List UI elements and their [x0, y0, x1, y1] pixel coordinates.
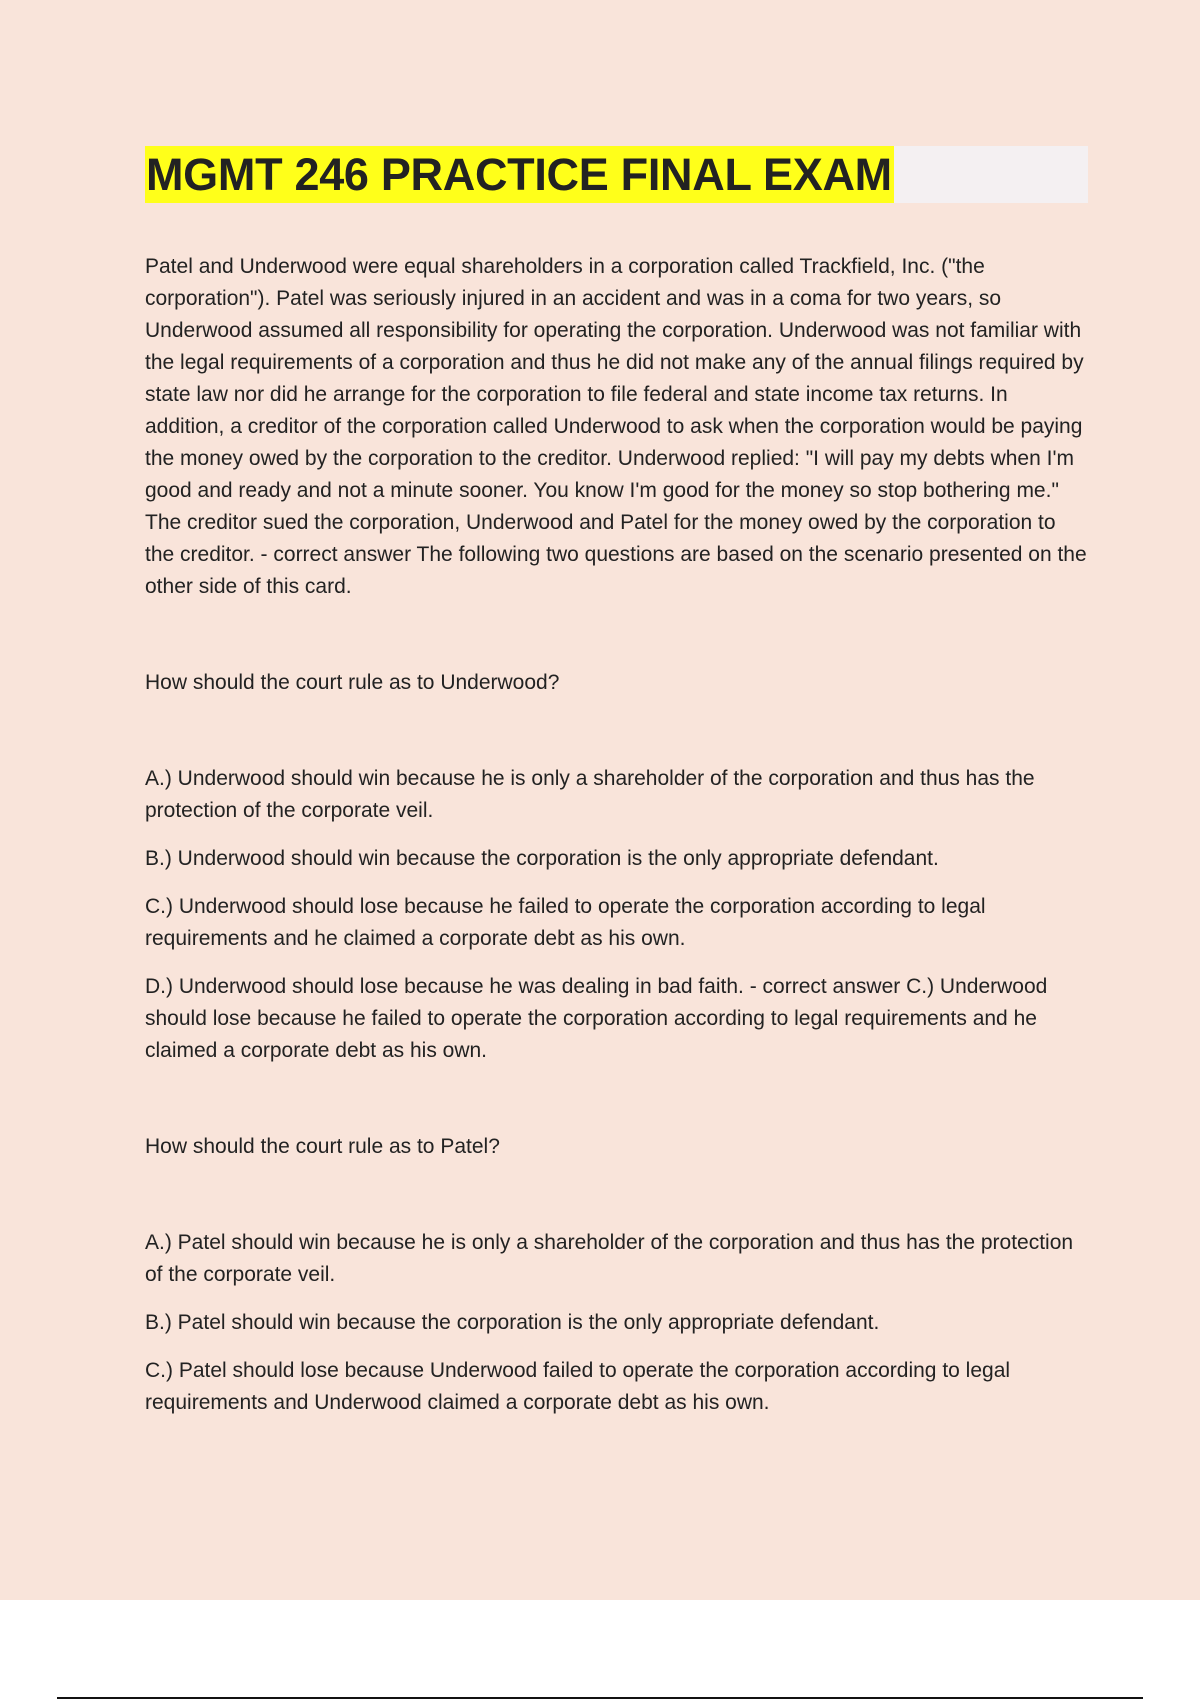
question-1-option-d: D.) Underwood should lose because he was dealing in bad faith. - correct answer C.) Underwood should lose because he failed to operate the corporation according to legal requirements and he claimed a corporate debt as his own.: [145, 975, 1048, 1062]
question-2-option-c: C.) Patel should lose because Underwood failed to operate the corporation according to legal requirements and Underwood claimed a corporate debt as his own.: [145, 1359, 1011, 1414]
question-2-option-b: B.) Patel should win because the corporation is the only appropriate defendant.: [145, 1311, 880, 1334]
question-1-option-c: C.) Underwood should lose because he failed to operate the corporation according to legal requirements and he claimed a corporate debt as his own.: [145, 895, 986, 950]
scenario-text: Patel and Underwood were equal shareholders in a corporation called Trackfield, Inc. ("the corporation"). Patel was seriously injured in an accident and was in a coma for two years, so Underwood assumed all responsibility for operating the corporation. Underwood was not familiar with the legal requirements of a corporation and thus he did not make any of the annual filings required by state law nor did he arrange for the corporation to file federal and state income tax returns. In addition, a creditor of the corporation called Underwood to ask when the corporation would be paying the money owed by the corporation to the creditor. Underwood replied: "I will pay my debts when I'm good and ready and not a minute sooner. You know I'm good for the money so stop bothering me." The creditor sued the corporation, Underwood and Patel for the money owed by the corporation to the creditor. - correct answer The following two questions are based on the scenario presented on the other side of this card.: [145, 255, 1087, 598]
question-1-option-a: A.) Underwood should win because he is only a shareholder of the corporation and thus has the protection of the corporate veil.: [145, 767, 1035, 822]
document-body: [145, 146, 1089, 1435]
question-1-prompt: How should the court rule as to Underwood?: [145, 671, 560, 694]
footer-rule: [57, 1697, 1143, 1699]
question-1-option-b: B.) Underwood should win because the corporation is the only appropriate defendant.: [145, 847, 939, 870]
document-title: MGMT 246 PRACTICE FINAL EXAM: [145, 146, 894, 203]
question-2-option-a: A.) Patel should win because he is only a shareholder of the corporation and thus has the protection of the corporate veil.: [145, 1231, 1074, 1286]
title-bar: [145, 146, 1089, 203]
question-2-prompt: How should the court rule as to Patel?: [145, 1135, 500, 1158]
